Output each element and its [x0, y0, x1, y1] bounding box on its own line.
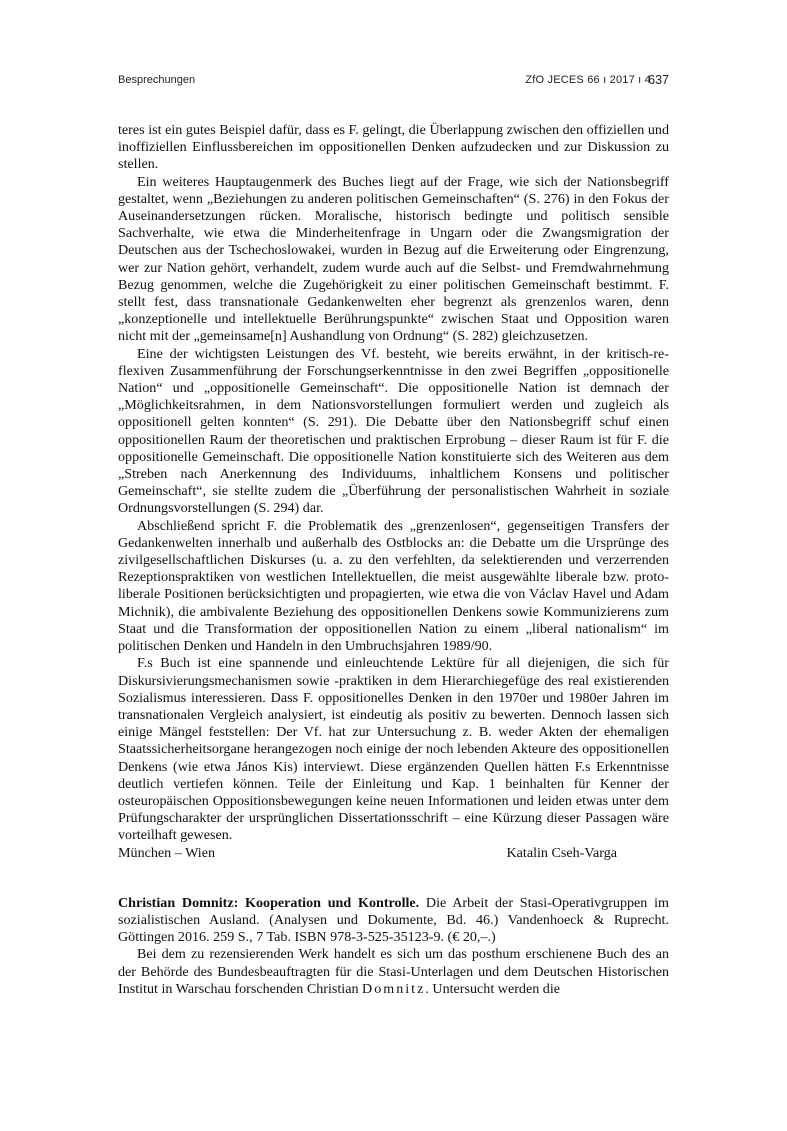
section-gap: [118, 862, 669, 895]
review2-text-end: . Untersucht werden die: [425, 980, 560, 997]
review2-citation: [118, 895, 669, 947]
journal-label: ZfO JECES 66 ı 2017 ı 4: [525, 74, 651, 86]
signature-place: München – Wien: [118, 844, 216, 861]
page-body: [118, 122, 669, 998]
book-title: Christian Domnitz: Kooperation und Kontrolle.: [118, 894, 420, 911]
review1-paragraph-2: Ein weiteres Hauptaugenmerk des Buches liegt auf der Frage, wie sich der Nationsbegriff gestaltet, wenn „Beziehungen zu anderen politischen Gemeinschaften“ (S. 276) in den Fokus der Auseinandersetzungen rücken. Moralische, historisch bedingte und politisch sensible Sachverhalte, wie etwa die Minderheitenfrage in Ungarn oder die Zwangsmigration der Deutschen aus der Tschechoslowakei, wurden in Bezug auf die Erweiterung oder Eingrenzung, wer zur Nation gehört, verhandelt, zudem wurde auch auf die Selbst- und Fremdwahrnehmung Bezug genommen, welche die Zugehörigkeit zu einer politischen Gemeinschaft bestimmt. F. stellt fest, dass transnationale Gedankenwelten eher begrenzt als grenzenlos waren, denn „konzeptionelle und intellektuelle Berührungspunkte“ zwischen Staat und Opposition waren nicht mit der „gemeinsame[n] Aushandlung von Ordnung“ (S. 282) gleichzusetzen.: [118, 173, 669, 345]
review1-paragraph-1: teres ist ein gutes Beispiel dafür, dass es F. gelingt, die Überlappung zwischen den offiziellen und inoffiziellen Einflussbereichen im oppositionellen Denken aufzudecken und zur Diskussion zu stellen.: [118, 122, 669, 173]
page-number: 637: [648, 73, 669, 87]
section-label: Besprechungen: [118, 74, 196, 86]
review2-paragraph-1: [118, 946, 669, 998]
review1-paragraph-5: F.s Buch ist eine spannende und einleuchtende Lektüre für all diejenigen, die sich für Diskursivierungsmechanismen sowie -praktiken in dem Hierarchiegefüge des real existierenden Sozialismus interessieren. Dass F. oppositionelles Denken in den 1970er und 1980er Jahren im transnationalen Vergleich analysiert, ist eindeutig als positiv zu bewerten. Dennoch lassen sich einige Mängel feststellen: Der Vf. hat zur Untersuchung z. B. weder Akten der ehemaligen Staatssicherheitsorgane herangezogen noch einige der noch lebenden Akteure des oppositionellen Denkens (wie etwa János Kis) interviewt. Diese ergänzenden Quellen hätten F.s Erkenntnisse deutlich vertiefen können. Teile der Einleitung und Kap. 1 beinhalten für Kenner der osteuropäischen Oppositionsbewegungen keine neuen Informationen und leiden etwas unter dem Prüfungscharakter der ursprünglichen Dissertationsschrift – eine Kürzung dieser Passagen wäre vorteilhaft gewesen.: [118, 655, 669, 844]
review1-paragraph-4: Abschließend spricht F. die Problematik des „grenzenlosen“, gegenseitigen Transfers der Gedankenwelten innerhalb und außerhalb des Ostblocks an: die Debatte um die Ursprünge des zivilgesellschaftlichen Diskurses (u. a. zu den verfehlten, da selektierenden und verzerrenden Rezeptionspraktiken von westlichen Intellektuellen, die meist ausgewählte liberale bzw. proto-liberale Positionen berücksichtigten und propagierten, wie etwa die von Václav Havel und Adam Michnik), die ambivalente Beziehung des oppositionellen Denkens sowie Kommunizierens zum Staat und die Transformation der oppositionellen Nation zu einem „liberal nationalism“ im politischen Denken und Handeln in den Umbruchsjahren 1989/90.: [118, 517, 669, 655]
book-citation: Die Arbeit der Stasi-Operativgruppen im sozialistischen Ausland. (Analysen und Dokumente, Bd. 46.) Vandenhoeck & Ruprecht. Göttingen 2016. 259 S., 7 Tab. ISBN 978-3-525-35123-9. (€ 20,–.): [118, 894, 669, 946]
author-name-spaced: Domnitz: [362, 980, 426, 997]
signature-reviewer: Katalin Cseh-Varga: [506, 844, 617, 861]
review-signature: [118, 845, 669, 862]
review2-text-start: Bei dem zu rezensierenden Werk handelt es sich um das posthum erschienene Buch des an der Behörde des Bundesbeauftragten für die Stasi-Unterlagen und dem Deutschen Historischen Institut in Warschau forschenden Christian: [118, 946, 669, 997]
running-header: [118, 74, 669, 92]
review1-paragraph-3: Eine der wichtigsten Leistungen des Vf. besteht, wie bereits erwähnt, in der kritisch-reflexiven Zusammenführung der Forschungserkenntnisse in den zwei Begriffen „oppositionelle Nation“ und „oppositionelle Gemeinschaft“. Die oppositionelle Nation ist demnach der „Möglichkeitsrahmen, in dem Nationsvorstellungen formuliert werden und zugleich als oppositionell gelten konnten“ (S. 291). Die Debatte über den Nationsbegriff schuf einen oppositionellen Raum der theoretischen und praktischen Erprobung – dieser Raum ist für F. die oppositionelle Gemeinschaft. Die oppositionelle Nation konstituierte sich des Weiteren aus dem „Streben nach Anerkennung des Individuums, inhaltlichem Konsens und politischer Gemeinschaft“, sie stellte zudem die „Überführung der personalistischen Wahrheit in soziale Ordnungsvorstellungen (S. 294) dar.: [118, 345, 669, 517]
